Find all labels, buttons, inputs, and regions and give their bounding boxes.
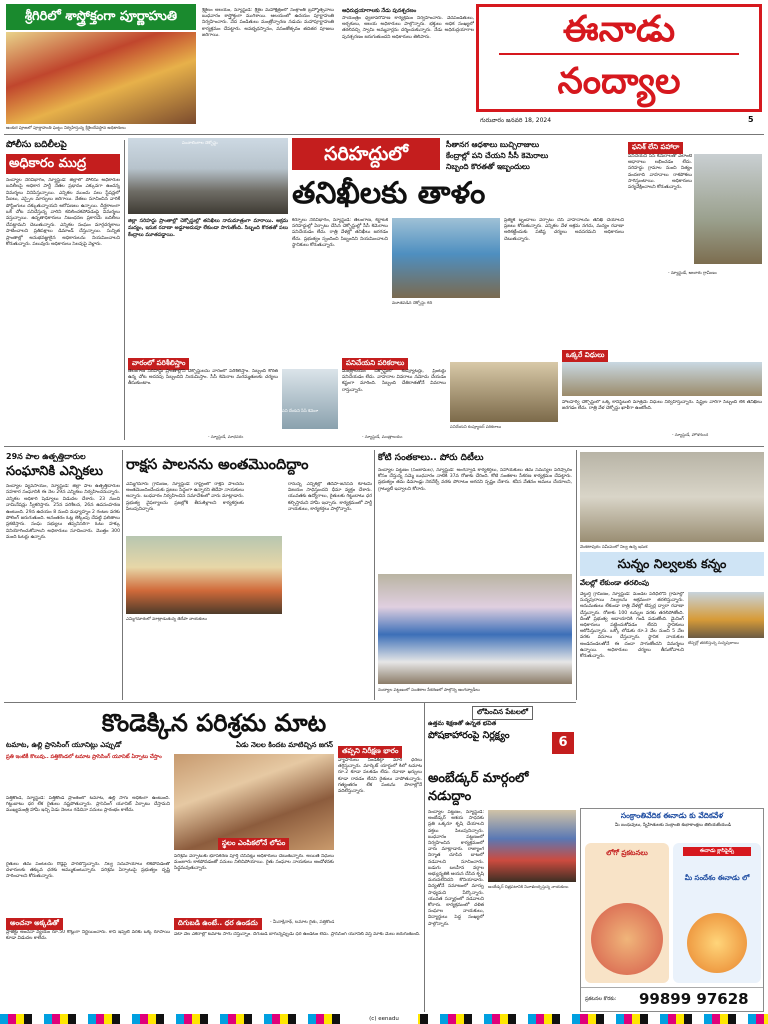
rakshasa-headline[interactable]: రాక్షస పాలనను అంతమొందిద్దాం — [126, 457, 309, 473]
top-story-top-note: ఆధిరుద్రయాగాలకు నేడు పునశ్చరణం — [342, 8, 417, 14]
rule — [122, 450, 123, 700]
industry-inset-body: వ్యాపారులు సిండికేట్గా మారి ధరలు తగ్గిస్తున్నారు. మార్కెట్ యార్డులో కిలో టమాట రూ.2 కూడా పలకడం లేదు. రవాణా ఖర్చులు కూడా రావడం లేదని రైతులు వాపోతున్నారు. గత్యంతరం లేక పంటను పొలాల్లోనే వదిలేస్తున్నారు. — [338, 758, 422, 795]
koti-story — [378, 452, 572, 698]
sand-headline[interactable]: సున్నం నిల్వలకు కన్నం — [580, 552, 764, 576]
elections-body: నంద్యాల వ్యవసాయం, న్యూస్టుడే: జిల్లా పాల ఉత్పత్తిదారుల సహకార సంఘానికి ఈ నెల 29న ఎన్నికలు నిర్వహించనున్నారు. ఎన్నికల అధికారి షెడ్యూలు విడుదల చేశారు. 23 నుంచి నామినేషన్లు స్వీకరిస్తారు. 25న పరిశీలన, 26న ఉపసంహరణ ఉంటుంది. 29న ఉదయం 8 నుంచి మధ్యాహ్నం 2 గంటల వరకు పోలింగ్ జరుగుతుంది. అనంతరం ఓట్ల లెక్కింపు చేపట్టి ఫలితాలు ప్రకటిస్తారు. సంఘ సభ్యులు తప్పనిసరిగా ఓటు హక్కు వినియోగించుకోవాలని అధికారులు సూచించారు. మొత్తం 300 మంది ఓటర్లు ఉన్నారు. — [6, 484, 120, 541]
industry-box-a-tag: అంచనా అక్కడితో — [6, 918, 63, 930]
border-side-body: పనిచేయని సీసీ కెమెరాలతో ఎలాంటి ఆధారాలు లభించడం లేదు. సరిహద్దు గ్రామాల నుంచి నిత్యం వందలాది వాహనాలు రాకపోకలు సాగిస్తుంటాయి. అధికారులు పర్యవేక్షించాలని కోరుతున్నారు. — [628, 154, 692, 191]
industry-box-b-tag: దిగుబడి ఉంటే.. ధర ఉండదు — [174, 918, 262, 930]
border-box2-photo-caption: పనిచేయని కంప్యూటర్ పరికరాలు — [450, 424, 502, 429]
rakshasa-body-1: ఎమ్మిగనూరు గ్రామీణం, న్యూస్టుడే: రాష్ట్రంలో రాక్షస పాలనను అంతమొందించేందుకు ప్రజలు సిద్ధంగా ఉన్నారని తెదేపా నాయకులు అన్నారు. బుధవారం నిర్వహించిన సమావేశంలో వారు మాట్లాడారు. ప్రభుత్వ వైఫల్యాలను ప్రజల్లోకి తీసుకెళ్లాలని కార్యకర్తలకు పిలుపునిచ్చారు. — [126, 482, 244, 512]
border-box1-photo[interactable] — [282, 369, 338, 429]
industry-inset-tag: తప్పని నిరీక్షణ భారం — [338, 746, 402, 758]
industry-body-1: పత్తికొండ, న్యూస్టుడే: పత్తికొండ ప్రాంతంలో టమాట, ఉల్లి సాగు అధికంగా ఉంటుంది. గిట్టుబాటు ధర లేక రైతులు నష్టపోతున్నారు. ప్రాసెసింగ్ యూనిట్ ఏర్పాటు చేస్తామని ముఖ్యమంత్రి హామీ ఇచ్చి ఏడు నెలలు గడిచినా పనులు ప్రారంభం కాలేదు. — [6, 796, 170, 814]
industry-box-a-body: ప్రాజెక్టు అంచనా వ్యయం రూ.50 కోట్లుగా నిర్ణయించారు. కానీ ఇప్పటి వరకు ఒక్క రూపాయి కూడా విడుదల కాలేదు. — [6, 930, 170, 942]
border-sub3: నిబ్బంది కొరతతో ఇబ్బందులు — [446, 162, 530, 171]
police-body: నంద్యాల నేరవిభాగం, న్యూస్టుడే: జిల్లాలో పోలీసు అధికారుల బదిలీలపై అధికార పార్టీ నేతల ప్రభావం ఎక్కువగా ఉందన్న విమర్శలు వినిపిస్తున్నాయి. ఎన్నికల ముందు పలు స్టేషన్లలో సీఐలు, ఎస్సైల మార్పులు జరిగాయి. నేతలు సూచించిన వారికే పోస్టింగులు దక్కుతున్నాయని ఆరోపణలు ఉన్నాయి. దీర్ఘకాలంగా ఒకే చోట పనిచేస్తున్న వారిని కదిలించకపోవడంపై విమర్శలు వస్తున్నాయి. ఉన్నతాధికారులు నిబంధనల ప్రకారమే బదిలీలు చేపట్టామని చెబుతున్నారు. ఎన్నికల సంఘం మార్గదర్శకాలు పాటించాలని ప్రతిపక్షాలు డిమాండ్ చేస్తున్నాయి. సున్నిత ప్రాంతాల్లో అనుభవజ్ఞులైన అధికారులను నియమించాలని కోరుతున్నారు. పలువురు అధికారులు సెలవుపై వెళ్లారు. — [6, 178, 120, 248]
border-box2-sign: - న్యూస్టుడే, మంత్రాలయం — [362, 434, 403, 439]
industry-photo[interactable] — [174, 754, 334, 850]
ambedkar-photo[interactable] — [488, 810, 576, 882]
ambedkar-story — [428, 770, 576, 1012]
border-box1-body: తెలంగాణ సరిహద్దు ప్రాంతాల్లోని చెక్పోస్టులను వారంలో పరిశీలిస్తాం. సిబ్బంది కొరత ఉన్న చోట అదనపు సిబ్బందిని నియమిస్తాం. సీసీ కెమెరాల మరమ్మతులకు చర్యలు తీసుకుంటాం. — [128, 369, 278, 387]
border-box1-photo-caption: పని చేయని సీసీ కెమెరా — [282, 408, 319, 413]
poshak-box — [428, 706, 576, 768]
top-story-body-1: శ్రీశైలం ఆలయం, న్యూస్టుడే: శ్రీశైల మహాక్షేత్రంలో సంక్రాంతి బ్రహ్మోత్సవాలు బుధవారం శాస్త్రోక్తంగా ముగిశాయి. ఆలయంలో ఉదయం పూర్ణాహుతి నిర్వహించారు. వేద పండితులు మంత్రోచ్ఛారణ నడుమ మహాపూర్ణాహుతి కార్యక్రమం చేపట్టారు. అవభృథస్నానం, వసంతోత్సవం తదితర పూజలు జరిగాయి. — [202, 8, 334, 38]
koti-body: నంద్యాల పట్టణం (సంజామల), న్యూస్టుడే: అంగన్వాడీ కార్యకర్తలు, సహాయకులు తమ సమస్యల పరిష్కారం కోసం చేస్తున్న సమ్మె బుధవారం నాటికి 37వ రోజుకు చేరింది. కోటి సంతకాల సేకరణ కార్యక్రమం చేపట్టారు. ప్రభుత్వం తమ డిమాండ్లు నెరవేర్చే వరకు పోరాటం ఆగదని స్పష్టం చేశారు. కనీస వేతనం అమలు చేయాలని, గ్రాట్యుటీ ఇవ్వాలని కోరారు. — [378, 468, 572, 492]
border-checkpost-photo[interactable] — [128, 138, 288, 214]
sand-photo[interactable] — [580, 452, 764, 542]
ad-left-panel — [585, 843, 669, 983]
poshak-badge: 6 — [552, 732, 574, 754]
ambedkar-headline[interactable]: అంబేడ్కర్ మార్గంలో నడుద్దాం — [428, 771, 529, 804]
border-box3-photo[interactable] — [562, 362, 762, 396]
koti-photo[interactable] — [378, 574, 572, 684]
ad-footer — [581, 987, 763, 1011]
rakshasa-caption: ఎమ్మిగనూరులో మాట్లాడుతున్న తెదేపా నాయకులు — [126, 616, 207, 621]
border-side-tag: ఫనిశ్ లేని పహారా — [628, 142, 683, 154]
top-story — [6, 4, 474, 132]
border-box3-tag: ఒక్కరే విధులు — [562, 350, 608, 362]
industry-story — [6, 706, 422, 1012]
rule — [374, 450, 375, 700]
ad-family-image — [591, 903, 663, 975]
sand-body: వెల్దుర్తి గ్రామీణం, న్యూస్టుడే: మండల పరిధిలోని గ్రామాల్లో సున్నపురాయి నిల్వలను అక్రమంగా తరలిస్తున్నారు. అనుమతులు లేకుండా రాత్రి వేళల్లో టిప్పర్ల ద్వారా రవాణా చేస్తున్నారు. రోజుకు 100 టన్నుల వరకు తరలిపోతోంది. దీంతో ప్రభుత్వ ఆదాయానికి గండి పడుతోంది. మైనింగ్ అధికారులు పట్టించుకోవడం లేదని స్థానికులు ఆరోపిస్తున్నారు. ఒక్కో లోడుకు రూ.3 వేల నుంచి 5 వేల వరకు వసూలు చేస్తున్నారు. స్థానిక నాయకుల అండదండలతోనే ఈ దందా సాగుతోందని విమర్శలు ఉన్నాయి. అధికారులు చర్యలు తీసుకోవాలని కోరుతున్నారు. — [580, 592, 684, 660]
border-box3-sign: - న్యూస్టుడే, హొళగుంద — [672, 432, 709, 437]
ad-footer-label: ప్రకటనల కొరకు: — [585, 996, 617, 1002]
masthead-brand[interactable]: ఈనాడు — [562, 9, 676, 50]
border-cabin-caption: మూతపడిన చెక్పోస్టు గది — [392, 300, 433, 305]
border-story — [128, 138, 764, 442]
elections-kicker: 29న పాల ఉత్పత్తిదారుల — [6, 452, 86, 461]
rakshasa-story — [126, 452, 372, 698]
police-story — [6, 140, 122, 440]
border-side-photo[interactable] — [694, 154, 762, 264]
industry-body-3: పరిశ్రమ ఏర్పాటుకు భూసేకరణ పూర్తి చేసినట్లు అధికారులు చెబుతున్నారు. అయితే నిధులు మంజూరు కాకపోవడంతో పనులు నిలిచిపోయాయి. రైతు సంఘాల నాయకులు ఆందోళనకు సిద్ధమవుతున్నారు. — [174, 854, 334, 872]
poshak-kicker: ఉత్తమ శిక్షణతో ఉన్నత భవిత — [428, 720, 497, 727]
rule — [124, 140, 125, 440]
industry-photo-tag: స్థలం ఎంపికలోనే లోపం — [218, 838, 289, 850]
border-photo-caption: పంచాలింగాల చెక్పోస్టు — [182, 140, 218, 145]
border-side-sign: - న్యూస్టుడే, ఆలూరు గ్రామీణం — [668, 270, 717, 275]
masthead-dateline: గురువారం జనవరి 18, 2024 — [480, 117, 552, 124]
rakshasa-body-2: రానున్న ఎన్నికల్లో తెదేపా-జనసేన కూటమి విజయం సాధిస్తుందని ధీమా వ్యక్తం చేశారు. యువతకు ఉద్యోగాలు, రైతులకు గిట్టుబాటు ధర కల్పిస్తామని హామీ ఇచ్చారు. కార్యక్రమంలో పార్టీ నాయకులు, కార్యకర్తలు పాల్గొన్నారు. — [288, 482, 372, 512]
border-body-2: ప్రత్యేక బృందాలు ఏర్పాటు చేసి వాహనాలను తనిఖీ చేయాలని ప్రజలు కోరుతున్నారు. ఎన్నికల వేళ అక్రమ నగదు, మద్యం రవాణా అరికట్టేందుకు పటిష్ఠ చర్యలు అవసరమని అధికారులు చెబుతున్నారు. — [504, 218, 624, 242]
border-side-box — [628, 142, 762, 302]
sand-truck-caption: టిప్పర్లో తరలిస్తున్న సున్నపురాయి — [688, 640, 739, 645]
sand-truck-photo[interactable] — [688, 592, 764, 638]
masthead — [476, 4, 762, 130]
elections-headline[interactable]: సంఘానికి ఎన్నికలు — [6, 464, 103, 479]
border-box-3 — [562, 350, 762, 440]
border-box3-body: హాలహర్వి చెక్పోస్టులో ఒక్క కానిస్టేబుల్ మాత్రమే విధులు నిర్వహిస్తున్నారు. షిఫ్టుల వారీగా సిబ్బంది లేక తనిఖీలు జరగడం లేదు. రాత్రి వేళ చెక్పోస్టు ఖాళీగా ఉంటోంది. — [562, 400, 762, 412]
industry-inset — [338, 746, 422, 916]
sand-story — [580, 452, 764, 806]
rule — [4, 702, 576, 703]
rakshasa-photo[interactable] — [126, 536, 282, 614]
industry-box-b — [174, 918, 422, 1010]
border-box-1 — [128, 358, 338, 440]
elections-story — [6, 452, 120, 698]
border-lead: జిల్లా సరిహద్దు ప్రాంతాల్లో చెక్పోస్టుల్లో తనిఖీలు నామమాత్రంగా మారాయి. అక్రమ మద్యం, ఇసుక రవాణా అడ్డూఅదుపూ లేకుండా సాగుతోంది. సిబ్బంది కొరతతో పలు కేంద్రాలు మూతపడ్డాయి. — [128, 218, 288, 238]
industry-bullet-2: ఏడు నెలల కిందట మాటిచ్చిన జగన్ — [236, 741, 333, 749]
border-sub1: సీతానగ ఆధశాలు బుచ్చిరాజులు — [446, 140, 540, 149]
poshak-headline[interactable]: పోషకాహారంపై నిర్లక్ష్యం — [428, 730, 510, 741]
rule — [424, 702, 425, 1012]
border-box2-photo[interactable] — [450, 362, 558, 422]
top-story-photo[interactable] — [6, 32, 196, 124]
ad-headline[interactable]: సంక్రాంతివేదిక ఈనాడు కు వేదికవేళ — [620, 811, 724, 820]
ambedkar-caption: అంబేడ్కర్ చిత్రపటానికి నివాళులర్పిస్తున్న నాయకులు — [488, 884, 569, 889]
footer-copyright: (c) eenadu — [350, 1014, 418, 1024]
top-story-caption: అంకుర పూజలో పూర్ణాహుతి ఘట్టం నిర్వహిస్తున్న శ్రీశైలదేవస్థాన అధికారులు — [6, 125, 126, 130]
industry-bullet-1: టమాట, ఉల్లి ప్రాసెసింగ్ యూనిట్లు ఎప్పుడో — [6, 741, 122, 749]
ambedkar-body: నంద్యాల పట్టణం, న్యూస్టుడే: అంబేడ్కర్ ఆశయ సాధనకు ప్రతి ఒక్కరూ కృషి చేయాలని వక్తలు పిలుపునిచ్చారు. బుధవారం పట్టణంలో నిర్వహించిన కార్యక్రమంలో వారు మాట్లాడారు. రాజ్యాంగ నిర్మాత చూపిన బాటలో నడవాలని సూచించారు. బడుగు బలహీన వర్గాల అభ్యున్నతికి ఆయన చేసిన కృషి మరువలేనిదని కొనియాడారు. విద్యతోనే సమాజంలో మార్పు సాధ్యమని పేర్కొన్నారు. యువత సన్మార్గంలో నడవాలని కోరారు. కార్యక్రమంలో దళిత సంఘాల నాయకులు, విద్యార్థులు పెద్ద సంఖ్యలో పాల్గొన్నారు. — [428, 810, 484, 927]
industry-body-2: రైతులు తమ పంటలను రోడ్లపై పారబోస్తున్నారు. నిల్వ సదుపాయాలు లేకపోవడంతో దళారులకు తక్కువ ధరకు అమ్ముకుంటున్నారు. పరిశ్రమ ఏర్పాటుపై ప్రభుత్వం దృష్టి సారించాలని కోరుతున్నారు. — [6, 862, 170, 880]
ad-right-title: మీ సందేశం ఈనాడు లో — [684, 874, 750, 882]
rule — [4, 134, 764, 135]
ad-kids-image — [687, 913, 747, 973]
border-headline[interactable]: తనిఖీలకు తాళం — [292, 176, 486, 211]
koti-caption: నంద్యాల పట్టణంలో సంతకాల సేకరణలో పాల్గొన్న అంగన్వాడీలు — [378, 687, 480, 692]
industry-headline[interactable]: కొండెక్కిన పరిశ్రమ మాట — [101, 709, 327, 737]
border-body-1: కర్నూలు నేరవిభాగం, న్యూస్టుడే: తెలంగాణ, కర్ణాటక సరిహద్దుల్లో ఏర్పాటు చేసిన చెక్పోస్టుల్లో సీసీ కెమెరాలు పనిచేయడం లేదు. రాత్రి వేళల్లో తనిఖీలు జరగడం లేదు. ప్రభుత్వం స్పందించి సిబ్బందిని నియమించాలని స్థానికులు కోరుతున్నారు. — [292, 218, 388, 248]
rule — [4, 446, 764, 447]
police-headline[interactable]: అధికారం ముద్ర — [6, 154, 120, 174]
ad-badge: ఈనాడు క్లాసిఫైడ్స్ — [683, 847, 751, 856]
industry-box-b-sign: - మీనాక్షినాథ్, టమాట రైతు, పత్తికొండ — [270, 920, 335, 925]
poshak-label: లోపించిన పేటలలో — [472, 706, 533, 720]
masthead-box — [476, 4, 762, 112]
industry-box-b-body: ఏటా వేల ఎకరాల్లో టమాట సాగు చేస్తున్నాం. దిగుబడి బాగున్నప్పుడు ధర ఉండటం లేదు. ప్రాసెసింగ్ యూనిట్ వస్తే మాకు మేలు జరుగుతుంది. — [174, 932, 421, 937]
border-box2-tag: పనిచేయని పరికరాలు — [342, 358, 408, 370]
ad-right-panel — [673, 843, 761, 983]
border-kicker[interactable]: సరిహద్దులో — [292, 138, 440, 170]
top-story-body-2: సాయంత్రం ధ్వజావరోహణ కార్యక్రమం నిర్వహించారు. వేదపండితులు, అర్చకులు, ఆలయ అధికారులు పాల్గొన్నారు. భక్తులు అధిక సంఖ్యలో తరలివచ్చి స్వామి అమ్మవార్లను దర్శించుకున్నారు. నేడు అధిరుద్రయాగాల పునశ్చరణం జరుగుతుందని అధికారులు తెలిపారు. — [342, 16, 474, 40]
masthead-divider — [499, 53, 739, 55]
border-cabin-photo[interactable] — [392, 218, 500, 298]
ad-box[interactable] — [580, 808, 764, 1012]
industry-box-a — [6, 918, 170, 1010]
industry-quote: ప్రతి ఇంటికీ కొలువు.. పత్తికొండలో టమాట ప్రాసెసింగ్ యూనిట్ ఏర్పాటు చేస్తాం — [6, 754, 162, 760]
koti-headline[interactable]: కోటి సంతకాలు.. పోరు దిటీలు — [378, 453, 484, 463]
border-box-2 — [342, 358, 558, 440]
border-box2-body: మంత్రాలయం చెక్పోస్టులో కంప్యూటర్లు, ప్రింటర్లు పనిచేయడం లేదు. వాహనాల వివరాలు నమోదు చేయడం కష్టంగా మారింది. సిబ్బంది చేతిరాతతోనే వివరాలు రాస్తున్నారు. — [342, 369, 446, 393]
masthead-page-no: 5 — [748, 115, 754, 124]
sand-photo-caption: వెంకటాపురం సమీపంలో నిల్వ ఉన్న ఇసుక — [580, 544, 648, 549]
masthead-edition[interactable]: నంద్యాల — [557, 61, 681, 102]
ad-left-title: లోగో ప్రకటనలు — [606, 849, 648, 857]
ad-subtext: మీ బంధువులు, స్నేహితులకు సంక్రాంతి శుభాకాంక్షలు తెలియజేయండి — [615, 823, 731, 828]
sand-bullet: వేలల్లో లేకుండా తరలింపు — [580, 579, 649, 587]
rule — [576, 450, 577, 700]
ad-phone[interactable]: 99899 97628 — [639, 990, 749, 1008]
border-sub2: కేంద్రాల్లో పని చేయని సీసీ కెమెరాలు — [446, 151, 549, 160]
police-kicker: పోలీసు బదిలీలపై — [6, 140, 67, 150]
top-story-headline-banner[interactable]: శ్రీగిరిలో శాస్త్రోక్తంగా పూర్ణాహుతి — [6, 4, 196, 30]
border-box1-tag: వారంలో పరిశీలిస్తాం — [128, 358, 189, 370]
border-box1-sign: - న్యూస్టుడే, మాధవరం — [208, 434, 244, 439]
